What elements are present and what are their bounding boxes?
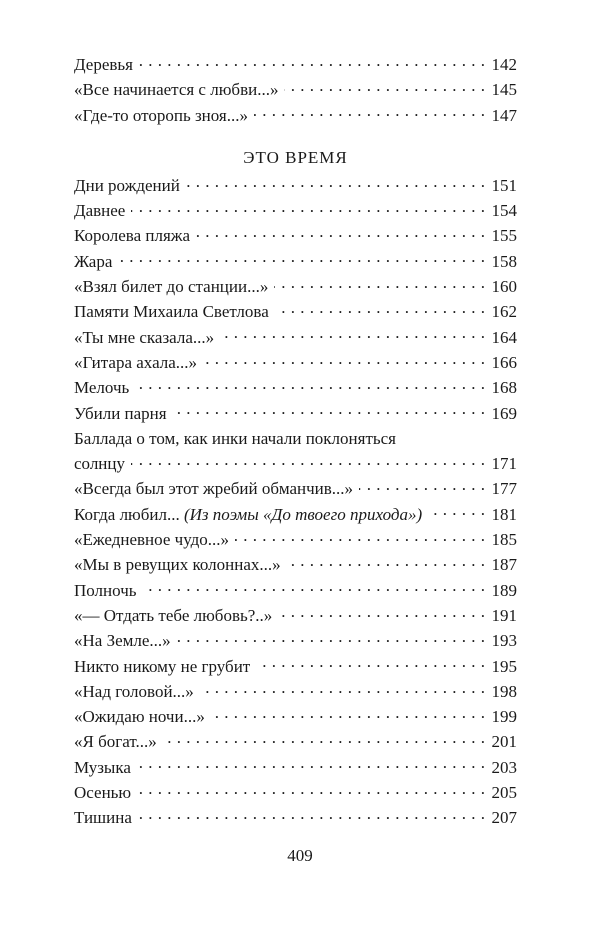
toc-entry-title: Памяти Михаила Светлова <box>74 302 269 322</box>
toc-entry-source-note: (Из поэмы «До твоего прихода») <box>183 504 423 524</box>
toc-entry-title: Никто никому не грубит <box>74 656 251 676</box>
toc-entry <box>74 628 517 653</box>
toc-entry-title: «Все начинается с любви...» <box>74 80 279 100</box>
toc-entry-title-continued: солнцу <box>74 454 125 474</box>
toc-entry-page: 205 <box>491 783 517 803</box>
dot-leader <box>143 579 486 596</box>
toc-entry-title: «Где-то оторопь зноя...» <box>74 105 249 125</box>
toc-entry <box>74 780 517 805</box>
dot-leader <box>274 275 485 292</box>
toc-entry-title: «Гитара ахала...» <box>74 352 198 372</box>
dot-leader <box>287 553 486 570</box>
toc-entry <box>74 198 517 223</box>
toc-entry <box>74 502 517 527</box>
toc-entry-page: 154 <box>491 201 517 221</box>
toc-section-entries <box>74 173 517 831</box>
toc-entry <box>74 223 517 248</box>
toc-entry-page: 191 <box>491 605 517 625</box>
toc-entry <box>74 77 517 102</box>
toc-entry <box>74 755 517 780</box>
toc-entry-page: 142 <box>491 55 517 74</box>
dot-leader <box>278 604 485 621</box>
toc-entry-title: «Я богат...» <box>74 732 157 752</box>
dot-leader <box>200 680 486 697</box>
toc-entry <box>74 729 517 754</box>
toc-entry-page: 207 <box>491 808 517 828</box>
toc-entry-ballad-line1 <box>74 426 517 451</box>
toc-entry-title: «Взял билет до станции...» <box>74 277 269 297</box>
toc-entry <box>74 325 517 350</box>
toc-entry <box>74 603 517 628</box>
toc-entry-page: 201 <box>491 732 517 752</box>
toc-entry-page: 177 <box>491 479 517 499</box>
toc-entry-page: 189 <box>491 580 517 600</box>
toc-entry <box>74 173 517 198</box>
toc-entry-title-with-note <box>74 502 428 527</box>
dot-leader <box>284 78 485 95</box>
toc-entry-title: Музыка <box>74 757 131 777</box>
toc-entry-title: Тишина <box>74 808 132 828</box>
toc-entry-title: Давнее <box>74 201 126 221</box>
toc-entry <box>74 704 517 729</box>
toc-entry-title: Королева пляжа <box>74 226 191 246</box>
toc-entry-title: «Всегда был этот жребий обманчив...» <box>74 479 354 499</box>
toc-entry-page: 145 <box>491 80 517 100</box>
dot-leader <box>254 104 485 121</box>
dot-leader <box>186 174 486 191</box>
toc-entry <box>74 299 517 324</box>
dot-leader <box>131 452 486 469</box>
toc-entry <box>74 527 517 552</box>
toc-entry <box>74 654 517 679</box>
toc-entry-page: 151 <box>491 175 517 195</box>
table-of-contents <box>74 52 517 831</box>
toc-entry-page: 193 <box>491 631 517 651</box>
toc-entry <box>74 805 517 830</box>
dot-leader <box>137 781 485 798</box>
toc-entry <box>74 52 517 77</box>
dot-leader <box>135 376 485 393</box>
toc-entry <box>74 375 517 400</box>
toc-entry-page: 198 <box>491 681 517 701</box>
dot-leader <box>211 705 486 722</box>
toc-entry-page: 199 <box>491 707 517 727</box>
toc-entry <box>74 249 517 274</box>
dot-leader <box>428 503 485 520</box>
toc-entry-title: «Ожидаю ночи...» <box>74 707 205 727</box>
toc-entry-page: 187 <box>491 555 517 575</box>
toc-entry-title: Убили парня <box>74 403 167 423</box>
toc-entry <box>74 552 517 577</box>
toc-entry-page: 185 <box>491 530 517 550</box>
toc-entry-title: «— Отдать тебе любовь?..» <box>74 605 273 625</box>
toc-entry-page: 169 <box>491 403 517 423</box>
toc-top-entries <box>74 52 517 128</box>
toc-entry-title: Полночь <box>74 580 137 600</box>
dot-leader <box>196 224 485 241</box>
toc-entry-ballad-line2 <box>74 451 517 476</box>
toc-entry-page: 168 <box>491 378 517 398</box>
toc-entry-title: Мелочь <box>74 378 130 398</box>
toc-entry-title: Жара <box>74 251 113 271</box>
toc-entry-page: 147 <box>491 105 517 125</box>
toc-entry <box>74 476 517 501</box>
dot-leader <box>173 402 486 419</box>
toc-entry <box>74 274 517 299</box>
dot-leader <box>138 806 486 823</box>
toc-entry-page: 160 <box>491 277 517 297</box>
dot-leader <box>163 730 486 747</box>
toc-entry <box>74 578 517 603</box>
dot-leader <box>131 199 485 216</box>
toc-entry-page: 158 <box>491 251 517 271</box>
toc-entry-title: Дни рождений <box>74 175 180 195</box>
toc-entry <box>74 350 517 375</box>
toc-entry-page: 171 <box>491 454 517 474</box>
toc-entry-page: 164 <box>491 327 517 347</box>
toc-entry-page: 203 <box>491 757 517 777</box>
dot-leader <box>359 477 485 494</box>
toc-entry <box>74 679 517 704</box>
toc-entry-title: Осенью <box>74 783 132 803</box>
toc-entry-title: «Мы в ревущих колоннах...» <box>74 555 281 575</box>
page-number: 409 <box>287 846 313 865</box>
toc-entry-title: «Над головой...» <box>74 681 194 701</box>
toc-entry-page: 162 <box>491 302 517 322</box>
toc-entry-title: «Ты мне сказала...» <box>74 327 215 347</box>
dot-leader <box>118 250 485 267</box>
toc-entry-title: «Ежедневное чудо...» <box>74 530 230 550</box>
toc-entry-title: Баллада о том, как инки начали поклоняться <box>74 428 397 448</box>
dot-leader <box>220 326 485 343</box>
toc-entry-page: 166 <box>491 352 517 372</box>
toc-entry-title: Когда любил... <box>74 504 180 524</box>
dot-leader <box>177 629 486 646</box>
toc-entry-page: 195 <box>491 656 517 676</box>
toc-entry-page: 181 <box>491 504 517 524</box>
dot-leader <box>139 53 486 70</box>
toc-entry <box>74 103 517 128</box>
dot-leader <box>203 351 485 368</box>
section-heading: ЭТО ВРЕМЯ <box>243 147 348 167</box>
toc-entry <box>74 401 517 426</box>
dot-leader <box>137 756 486 773</box>
toc-entry-title: Деревья <box>74 55 133 74</box>
dot-leader <box>256 655 485 672</box>
toc-entry-page: 155 <box>491 226 517 246</box>
dot-leader <box>235 528 485 545</box>
dot-leader <box>275 300 486 317</box>
toc-entry-title: «На Земле...» <box>74 631 171 651</box>
